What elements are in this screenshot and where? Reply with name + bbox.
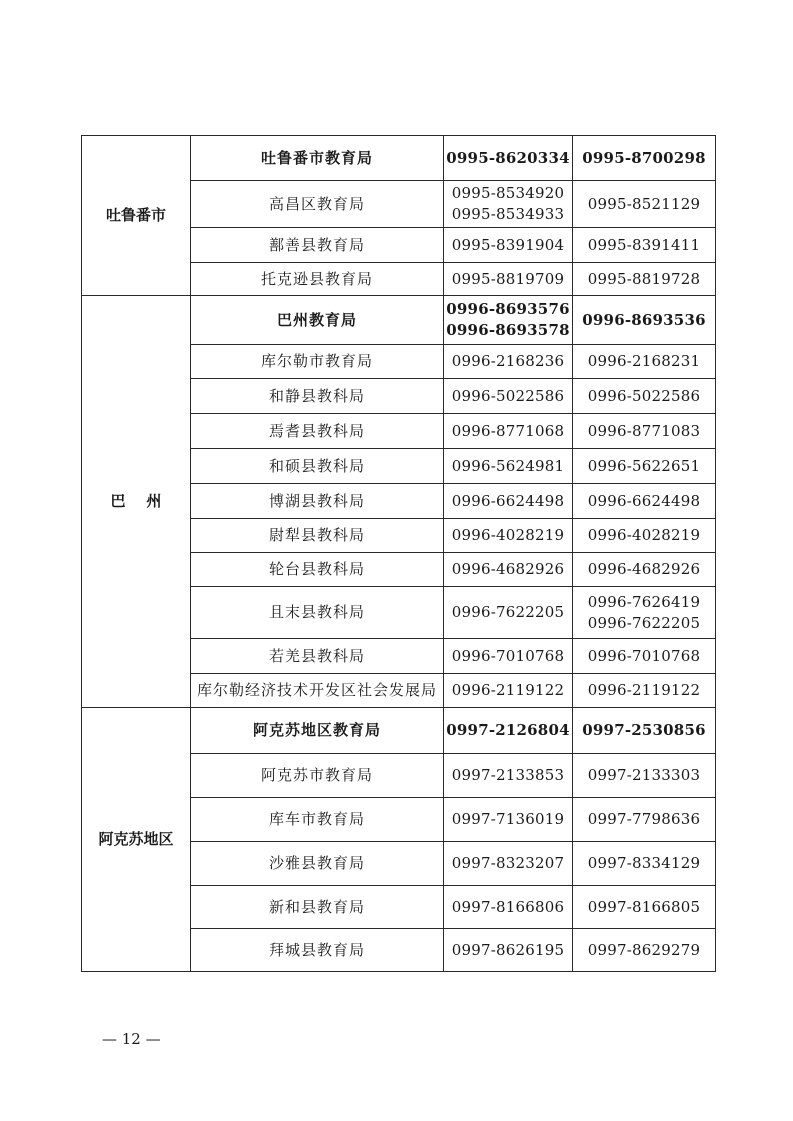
contact-table [81, 135, 716, 972]
phone-secondary [573, 484, 716, 519]
phone-number: 0997-8626195 [451, 940, 565, 959]
phone-primary [444, 674, 573, 708]
phone-number: 0996-8693576 [446, 300, 570, 318]
organization-name: 博湖县教科局 [191, 484, 444, 519]
phone-primary [444, 181, 573, 228]
phone-secondary [573, 587, 716, 639]
phone-number: 0996-7622205 [451, 603, 565, 621]
phone-secondary [573, 553, 716, 587]
phone-secondary [573, 414, 716, 449]
phone-number: 0996-8771068 [451, 421, 565, 440]
organization-name: 焉耆县教科局 [191, 414, 444, 449]
phone-number: 0997-7798636 [587, 810, 701, 828]
phone-secondary [573, 708, 716, 754]
organization-name: 阿克苏地区教育局 [191, 708, 444, 754]
phone-number: 0995-8391904 [451, 235, 565, 254]
phone-number: 0996-5022586 [451, 386, 565, 405]
phone-number: 0996-4028219 [587, 526, 701, 544]
organization-name: 且末县教科局 [191, 587, 444, 639]
phone-number: 0997-2530856 [582, 721, 706, 739]
phone-secondary [573, 379, 716, 414]
organization-name: 高昌区教育局 [191, 181, 444, 228]
phone-number: 0996-4682926 [587, 560, 701, 578]
phone-secondary [573, 519, 716, 553]
phone-number: 0996-8693536 [582, 310, 706, 329]
phone-primary [444, 519, 573, 553]
phone-primary [444, 449, 573, 484]
table-row [82, 296, 716, 345]
phone-number: 0997-8629279 [587, 940, 701, 959]
phone-number: 0996-5624981 [451, 456, 565, 475]
phone-number: 0996-2119122 [451, 681, 565, 699]
phone-primary [444, 228, 573, 263]
table-row [82, 136, 716, 181]
phone-number: 0997-2126804 [446, 721, 570, 739]
phone-primary [444, 263, 573, 296]
phone-number: 0996-5622651 [587, 456, 701, 475]
phone-number: 0995-8521129 [587, 194, 701, 213]
organization-name: 吐鲁番市教育局 [191, 136, 444, 181]
phone-primary [444, 414, 573, 449]
phone-primary [444, 842, 573, 886]
organization-name: 轮台县教科局 [191, 553, 444, 587]
phone-number: 0996-7622205 [587, 613, 701, 632]
phone-secondary [573, 296, 716, 345]
organization-name: 和静县教科局 [191, 379, 444, 414]
phone-secondary [573, 263, 716, 296]
organization-name: 巴州教育局 [191, 296, 444, 345]
phone-secondary [573, 754, 716, 798]
phone-number: 0996-2168236 [451, 352, 565, 370]
table-row [82, 708, 716, 754]
phone-number: 0996-6624498 [587, 491, 701, 510]
phone-secondary [573, 449, 716, 484]
phone-number: 0996-7010768 [451, 646, 565, 665]
organization-name: 尉犁县教科局 [191, 519, 444, 553]
organization-name: 拜城县教育局 [191, 929, 444, 972]
phone-primary [444, 754, 573, 798]
phone-secondary [573, 228, 716, 263]
phone-number: 0995-8391411 [587, 235, 701, 254]
phone-primary [444, 639, 573, 674]
phone-primary [444, 379, 573, 414]
phone-number: 0995-8620334 [446, 148, 570, 167]
phone-number: 0997-2133853 [451, 766, 565, 784]
phone-number: 0996-8693578 [446, 321, 570, 339]
phone-primary [444, 798, 573, 842]
phone-primary [444, 929, 573, 972]
organization-name: 托克逊县教育局 [191, 263, 444, 296]
phone-number: 0995-8534920 [451, 184, 565, 202]
phone-primary [444, 136, 573, 181]
region-name: 巴 州 [82, 296, 191, 708]
phone-secondary [573, 798, 716, 842]
phone-secondary [573, 929, 716, 972]
organization-name: 鄯善县教育局 [191, 228, 444, 263]
phone-primary [444, 553, 573, 587]
phone-secondary [573, 136, 716, 181]
table-body [82, 136, 716, 972]
phone-number: 0996-7010768 [587, 646, 701, 665]
phone-number: 0996-4682926 [451, 560, 565, 578]
phone-secondary [573, 345, 716, 379]
phone-number: 0996-2168231 [587, 352, 701, 370]
region-name: 阿克苏地区 [82, 708, 191, 972]
phone-primary [444, 296, 573, 345]
phone-number: 0995-8819728 [587, 269, 701, 288]
organization-name: 和硕县教科局 [191, 449, 444, 484]
phone-secondary [573, 886, 716, 929]
phone-number: 0995-8534933 [451, 205, 565, 223]
phone-number: 0996-5022586 [587, 386, 701, 405]
phone-number: 0996-2119122 [587, 681, 701, 699]
phone-primary [444, 886, 573, 929]
page-number: — 12 — [102, 1030, 161, 1048]
organization-name: 新和县教育局 [191, 886, 444, 929]
phone-number: 0997-7136019 [451, 810, 565, 828]
phone-primary [444, 345, 573, 379]
phone-number: 0996-8771083 [587, 421, 701, 440]
phone-secondary [573, 674, 716, 708]
phone-number: 0995-8700298 [582, 148, 706, 167]
phone-primary [444, 708, 573, 754]
phone-number: 0997-8323207 [451, 854, 565, 872]
organization-name: 库尔勒经济技术开发区社会发展局 [191, 674, 444, 708]
phone-secondary [573, 842, 716, 886]
phone-primary [444, 587, 573, 639]
organization-name: 库车市教育局 [191, 798, 444, 842]
phone-primary [444, 484, 573, 519]
phone-number: 0995-8819709 [451, 269, 565, 288]
phone-number: 0997-8166806 [451, 897, 565, 916]
phone-number: 0997-8166805 [587, 897, 701, 916]
phone-number: 0996-4028219 [451, 526, 565, 544]
organization-name: 库尔勒市教育局 [191, 345, 444, 379]
phone-secondary [573, 181, 716, 228]
organization-name: 阿克苏市教育局 [191, 754, 444, 798]
phone-number: 0996-7626419 [587, 592, 701, 611]
phone-secondary [573, 639, 716, 674]
phone-number: 0997-8334129 [587, 854, 701, 872]
region-name: 吐鲁番市 [82, 136, 191, 296]
phone-number: 0996-6624498 [451, 491, 565, 510]
organization-name: 沙雅县教育局 [191, 842, 444, 886]
phone-number: 0997-2133303 [587, 766, 701, 784]
organization-name: 若羌县教科局 [191, 639, 444, 674]
